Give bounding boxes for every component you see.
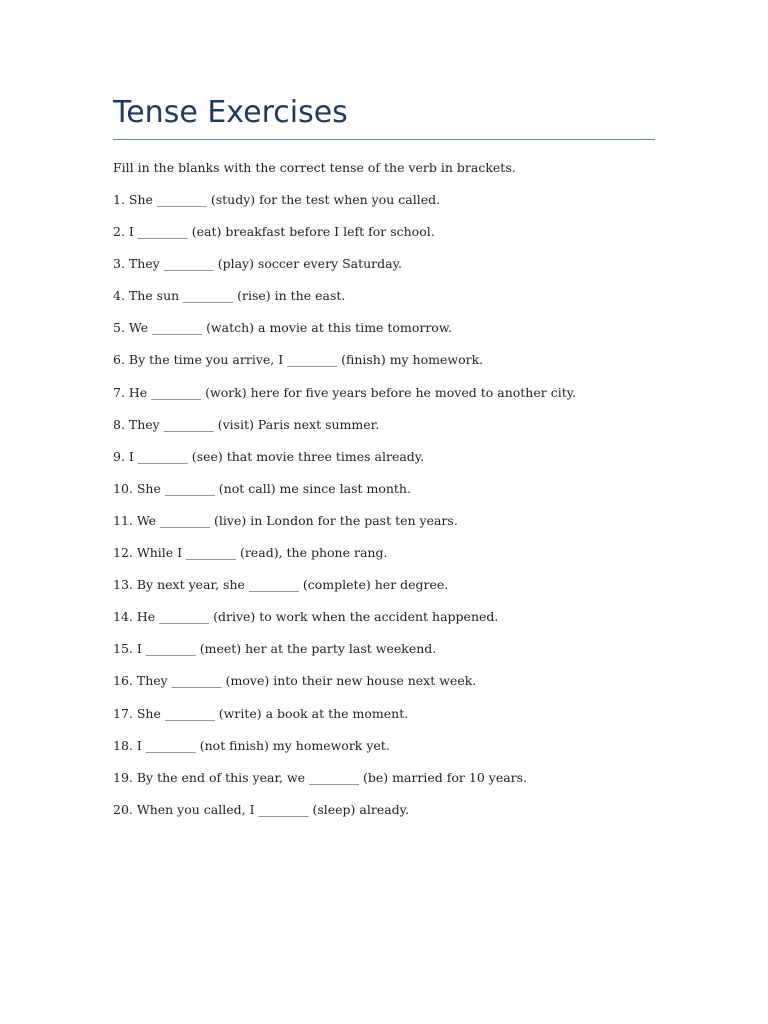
instructions-text: Fill in the blanks with the correct tense of the verb in brackets. — [113, 160, 516, 175]
question-item: 19. By the end of this year, we ________ (be) married for 10 years. — [113, 769, 528, 785]
question-item: 13. By next year, she ________ (complete) her degree. — [113, 577, 449, 593]
question-item: 7. He ________ (work) here for five years before he moved to another city. — [113, 384, 577, 400]
question-item: 4. The sun ________ (rise) in the east. — [113, 288, 346, 304]
question-item: 3. They ________ (play) soccer every Saturday. — [113, 256, 402, 272]
question-item: 12. While I ________ (read), the phone rang. — [113, 545, 388, 561]
question-item: 17. She ________ (write) a book at the moment. — [113, 705, 409, 721]
question-item: 15. I ________ (meet) her at the party last weekend. — [113, 641, 437, 657]
question-item: 9. I ________ (see) that movie three times already. — [113, 448, 425, 464]
question-item: 8. They ________ (visit) Paris next summer. — [113, 416, 380, 432]
question-item: 1. She ________ (study) for the test when you called. — [113, 192, 441, 207]
question-item: 5. We ________ (watch) a movie at this time tomorrow. — [113, 320, 453, 336]
question-item: 6. By the time you arrive, I ________ (finish) my homework. — [113, 352, 484, 368]
question-item: 18. I ________ (not finish) my homework yet. — [113, 737, 390, 753]
question-item: 14. He ________ (drive) to work when the accident happened. — [113, 609, 499, 625]
question-item: 10. She ________ (not call) me since last month. — [113, 480, 411, 496]
question-item: 16. They ________ (move) into their new house next week. — [113, 673, 477, 689]
page-title: Tense Exercises — [113, 95, 348, 130]
title-divider — [113, 139, 655, 140]
question-list — [113, 191, 576, 833]
question-item: 20. When you called, I ________ (sleep) already. — [113, 801, 410, 817]
question-item: 11. We ________ (live) in London for the past ten years. — [113, 512, 458, 528]
question-item: 2. I ________ (eat) breakfast before I left for school. — [113, 224, 435, 240]
